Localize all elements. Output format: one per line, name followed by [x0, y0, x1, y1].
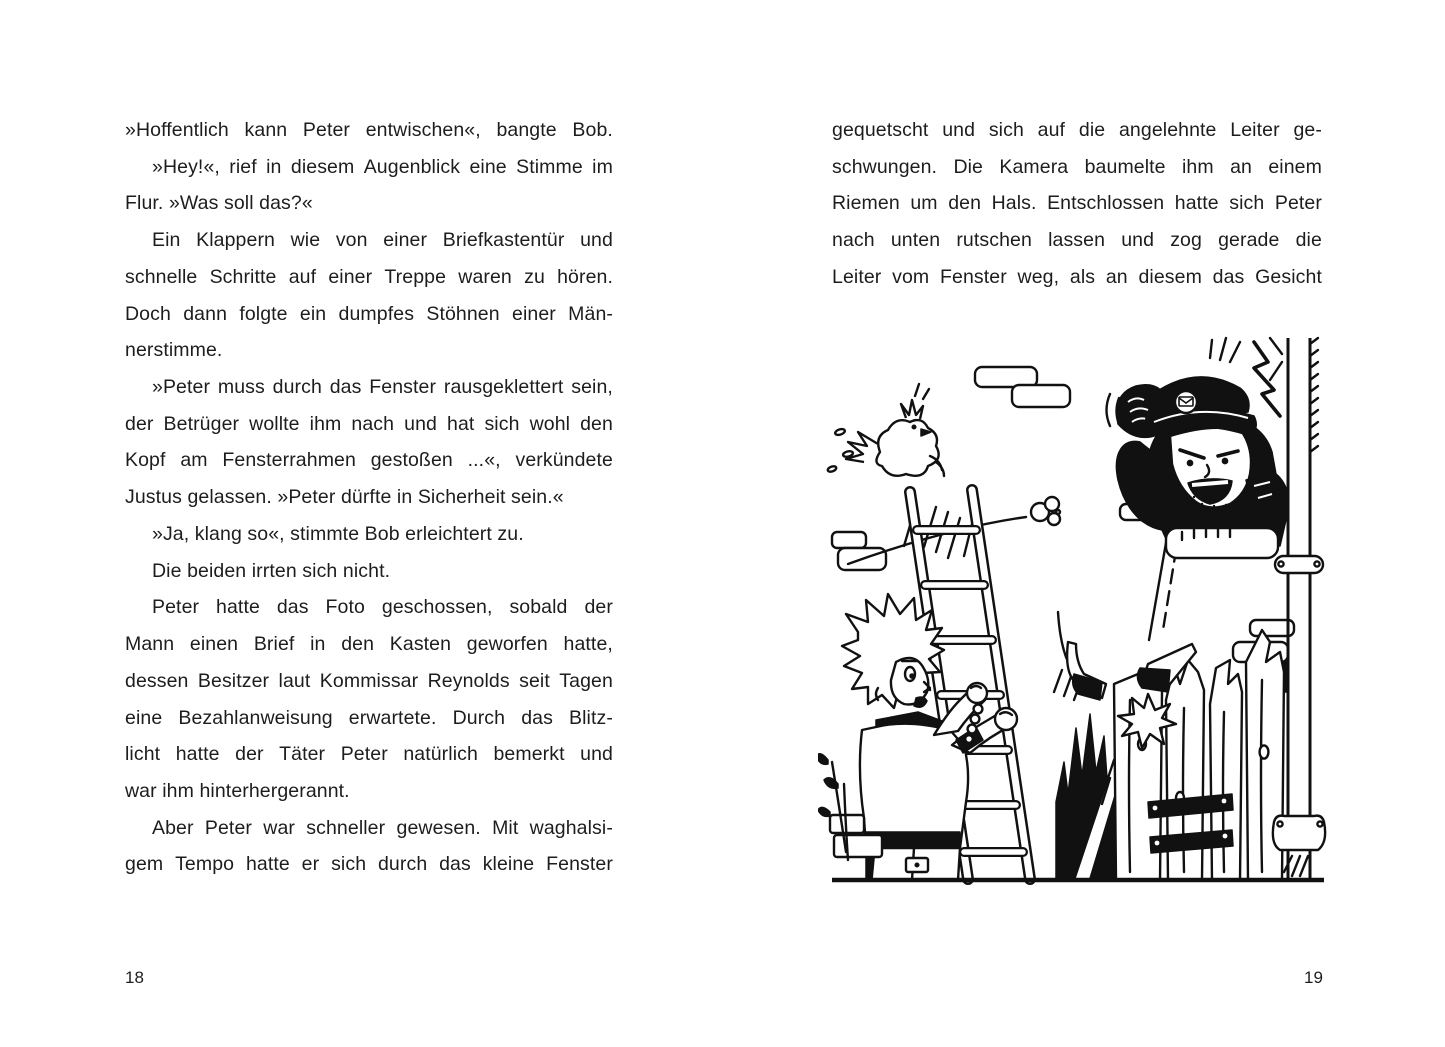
spring-arc	[1107, 394, 1111, 426]
text-line: Justus gelassen. »Peter dürfte in Sicherheit sein.«	[125, 486, 564, 509]
page-number-right: 19	[1304, 968, 1323, 987]
right-page-text-column	[832, 112, 1322, 296]
text-line: »Peter muss durch das Fenster rausgeklettert sein,	[152, 376, 613, 399]
text-line: Ein Klappern wie von einer Briefkastentür und	[152, 229, 613, 252]
text-line: dessen Besitzer laut Kommissar Reynolds seit Tagen	[125, 669, 613, 692]
text-line: gem Tempo hatte er sich durch das kleine Fenster	[125, 853, 613, 876]
text-line: Aber Peter war schneller gewesen. Mit waghalsi-	[152, 816, 613, 839]
text-line: der Betrüger wollte ihm nach und hat sich wohl den	[125, 412, 613, 435]
left-page-text-column	[125, 112, 613, 883]
text-line: nerstimme.	[125, 339, 223, 362]
text-line: schnelle Schritte auf einer Treppe waren zu hören.	[125, 265, 613, 288]
text-line: »Ja, klang so«, stimmte Bob erleichtert zu.	[152, 522, 524, 545]
text-line: Die beiden irrten sich nicht.	[152, 559, 391, 582]
text-line: war ihm hinterhergerannt.	[125, 779, 350, 802]
text-line: Riemen um den Hals. Entschlossen hatte sich Peter	[832, 192, 1322, 215]
text-line: licht hatte der Täter Peter natürlich bemerkt und	[125, 743, 613, 766]
text-line: Flur. »Was soll das?«	[125, 192, 313, 215]
text-line: Leiter vom Fenster weg, als an diesem das Gesicht	[832, 265, 1322, 288]
text-line: nach unten rutschen lassen und zog gerade die	[832, 229, 1322, 252]
page-number-left: 18	[125, 968, 144, 987]
angry-postman-in-window	[1107, 377, 1289, 558]
text-line: gequetscht und sich auf die angelehnte Leiter ge-	[832, 119, 1322, 141]
text-line: Peter hatte das Foto geschossen, sobald der	[152, 596, 613, 619]
text-line: Kopf am Fensterrahmen gestoßen ...«, verkündete	[125, 449, 613, 472]
text-line: schwungen. Die Kamera baumelte ihm an einem	[832, 155, 1322, 178]
text-line: Mann einen Brief in den Kasten geworfen hatte,	[125, 633, 613, 656]
startled-chicken-icon	[827, 384, 944, 476]
text-line: eine Bezahlanweisung erwartete. Durch das Blitz-	[125, 706, 613, 729]
book-illustration	[818, 332, 1338, 888]
text-line: »Hey!«, rief in diesem Augenblick eine Stimme im	[152, 155, 613, 178]
text-line: »Hoffentlich kann Peter entwischen«, bangte Bob.	[125, 119, 613, 141]
text-line: Doch dann folgte ein dumpfes Stöhnen einer Män-	[125, 302, 613, 325]
